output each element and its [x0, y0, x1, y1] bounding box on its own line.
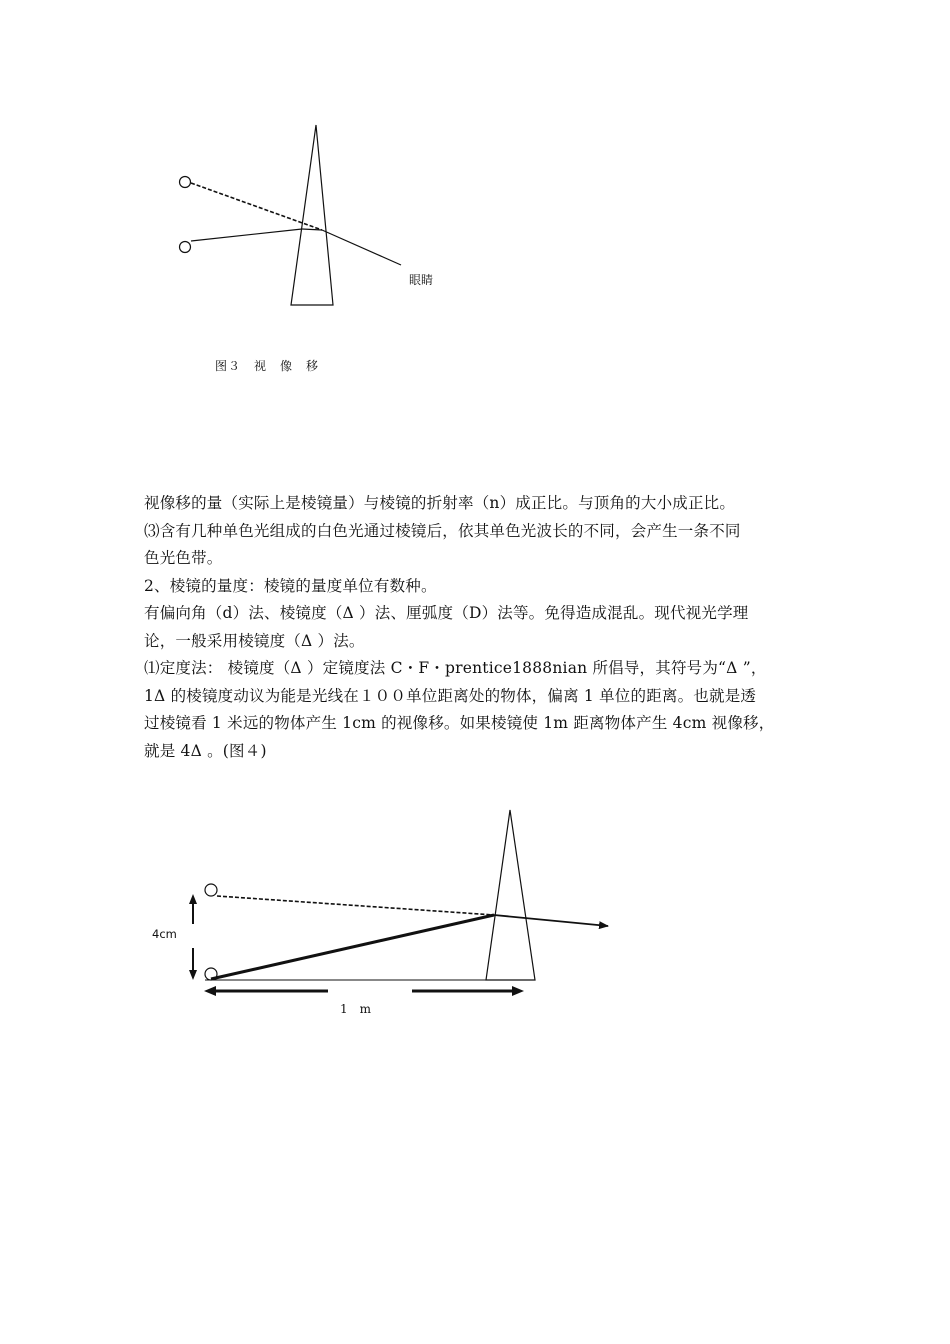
apparent-object [180, 177, 191, 188]
real-object [205, 968, 217, 980]
paragraph: 1Δ 的棱镜度动议为能是光线在１００单位距离处的物体，偏离 1 单位的距离。也就是透 [144, 686, 757, 705]
apparent-object [205, 884, 217, 896]
exit-ray [494, 915, 608, 926]
height-arrow-down [189, 970, 197, 980]
real-object [180, 242, 191, 253]
paragraph: 论，一般采用棱镜度（Δ ）法。 [144, 631, 365, 650]
paragraph: 2、棱镜的量度：棱镜的量度单位有数种。 [144, 576, 437, 595]
figure-3-diagram [0, 0, 950, 400]
height-label: 4cm [152, 927, 177, 941]
paragraph: 视像移的量（实际上是棱镜量）与棱镜的折射率（n）成正比。与顶角的大小成正比。 [144, 494, 736, 512]
apparent-ray [217, 896, 494, 915]
paragraph: ⑶含有几种单色光组成的白色光通过棱镜后，依其单色光波长的不同，会产生一条不同 [144, 521, 741, 540]
paragraph: 色光色带。 [144, 549, 223, 567]
in-prism-ray [302, 229, 322, 230]
incident-ray [191, 229, 302, 241]
eye-label: 眼睛 [409, 273, 434, 287]
exit-ray [322, 230, 401, 265]
distance-arrow-right [512, 986, 524, 996]
prism [486, 810, 535, 980]
distance-label: 1 m [340, 1002, 372, 1016]
height-arrow-up [189, 894, 197, 904]
figure-3-caption: 图３ 视 像 移 [215, 359, 320, 373]
paragraph: ⑴定度法： 棱镜度（Δ ）定镜度法 C・F・prentice1888nian 所倡导，其符号为“Δ ”， [144, 659, 767, 677]
paragraph: 有偏向角（d）法、棱镜度（Δ ）法、厘弧度（D）法等。免得造成混乱。现代视光学理 [144, 604, 749, 622]
paragraph: 过棱镜看 1 米远的物体产生 1cm 的视像移。如果棱镜使 1m 距离物体产生 4cm 视像移， [144, 714, 775, 732]
prism [291, 125, 333, 305]
body-text [144, 490, 809, 765]
distance-arrow-left [204, 986, 216, 996]
incident-ray [211, 915, 494, 979]
paragraph: 就是 4Δ 。(图４) [144, 741, 267, 760]
